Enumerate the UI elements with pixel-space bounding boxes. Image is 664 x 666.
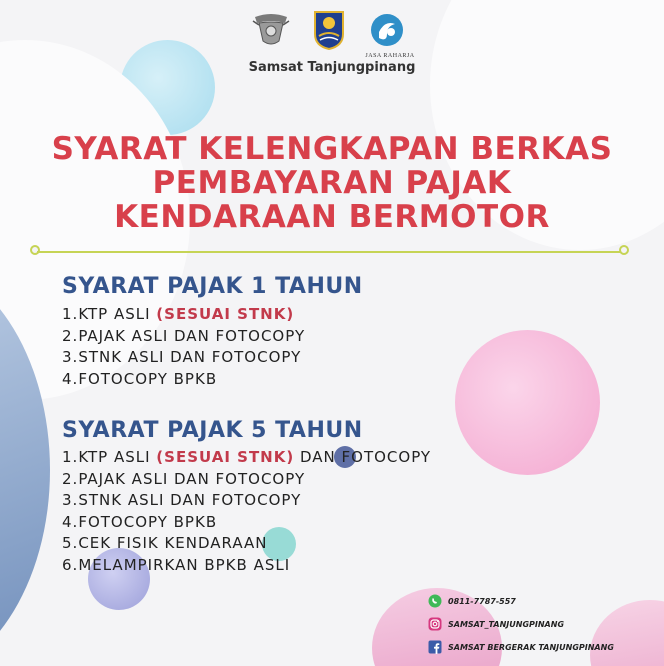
item-number: 6. [62, 555, 79, 574]
contact-whatsapp[interactable] [428, 593, 614, 609]
item-number: 1. [62, 305, 79, 323]
item-number: 5. [62, 534, 79, 552]
logo-row [0, 8, 664, 59]
list-item [62, 555, 431, 577]
item-text-after: DAN FOTOCOPY [294, 448, 432, 466]
title-line-3: KENDARAAN BERMOTOR [114, 199, 550, 235]
page-title [0, 132, 664, 234]
instagram-icon [428, 617, 442, 631]
facebook-icon [428, 640, 442, 654]
list-item [62, 447, 431, 469]
title-divider [37, 251, 624, 253]
section-2-heading: SYARAT PAJAK 5 TAHUN [62, 418, 363, 443]
kepri-province-crest-icon [313, 10, 345, 50]
item-text: CEK FISIK KENDARAAN [78, 534, 268, 552]
instagram-handle: SAMSAT_TANJUNGPINANG [448, 619, 565, 629]
item-highlight: (SESUAI STNK) [156, 448, 295, 466]
title-line-2: PEMBAYARAN PAJAK [152, 165, 512, 201]
item-text: PAJAK ASLI DAN FOTOCOPY [78, 469, 306, 488]
logo-police [249, 8, 293, 52]
list-item [62, 512, 431, 534]
list-item [62, 469, 431, 491]
section-1-list [62, 304, 305, 390]
title-line-1: SYARAT KELENGKAPAN BERKAS [51, 131, 613, 167]
org-name: Samsat Tanjungpinang [248, 60, 416, 75]
item-text: KTP ASLI [78, 448, 157, 466]
whatsapp-icon [428, 594, 442, 608]
bg-pink-circle [455, 330, 600, 475]
item-text: STNK ASLI DAN FOTOCOPY [78, 491, 302, 509]
list-item [62, 326, 305, 348]
item-text: MELAMPIRKAN BPKB ASLI [78, 555, 291, 574]
divider-dot-right [619, 245, 629, 255]
item-number: 3. [62, 491, 79, 509]
item-number: 2. [62, 469, 79, 488]
item-number: 1. [62, 448, 79, 466]
logo-jasa-raharja [365, 8, 414, 59]
divider-dot-left [30, 245, 40, 255]
list-item [62, 490, 431, 512]
section-2-list [62, 447, 431, 576]
list-item [62, 369, 305, 391]
list-item [62, 533, 431, 555]
item-text: FOTOCOPY BPKB [78, 369, 218, 388]
item-text: STNK ASLI DAN FOTOCOPY [78, 348, 302, 366]
list-item [62, 347, 305, 369]
jasa-raharja-caption: JASA RAHARJA [365, 53, 415, 59]
garuda-police-emblem-icon [251, 11, 291, 49]
list-item [62, 304, 305, 326]
jasa-raharja-logo-icon [369, 12, 405, 48]
item-number: 3. [62, 348, 79, 366]
item-number: 2. [62, 326, 79, 345]
contact-info [428, 593, 614, 662]
item-number: 4. [62, 512, 79, 531]
item-number: 4. [62, 369, 79, 388]
item-text: PAJAK ASLI DAN FOTOCOPY [78, 326, 306, 345]
whatsapp-number: 0811-7787-557 [448, 596, 516, 606]
item-text: KTP ASLI [78, 305, 157, 323]
item-text: FOTOCOPY BPKB [78, 512, 218, 531]
facebook-page: SAMSAT BERGERAK TANJUNGPINANG [448, 642, 614, 652]
item-highlight: (SESUAI STNK) [156, 305, 295, 323]
section-1-heading: SYARAT PAJAK 1 TAHUN [62, 274, 363, 299]
contact-instagram[interactable] [428, 616, 614, 632]
contact-facebook[interactable] [428, 639, 614, 655]
logo-kepri [307, 8, 351, 52]
